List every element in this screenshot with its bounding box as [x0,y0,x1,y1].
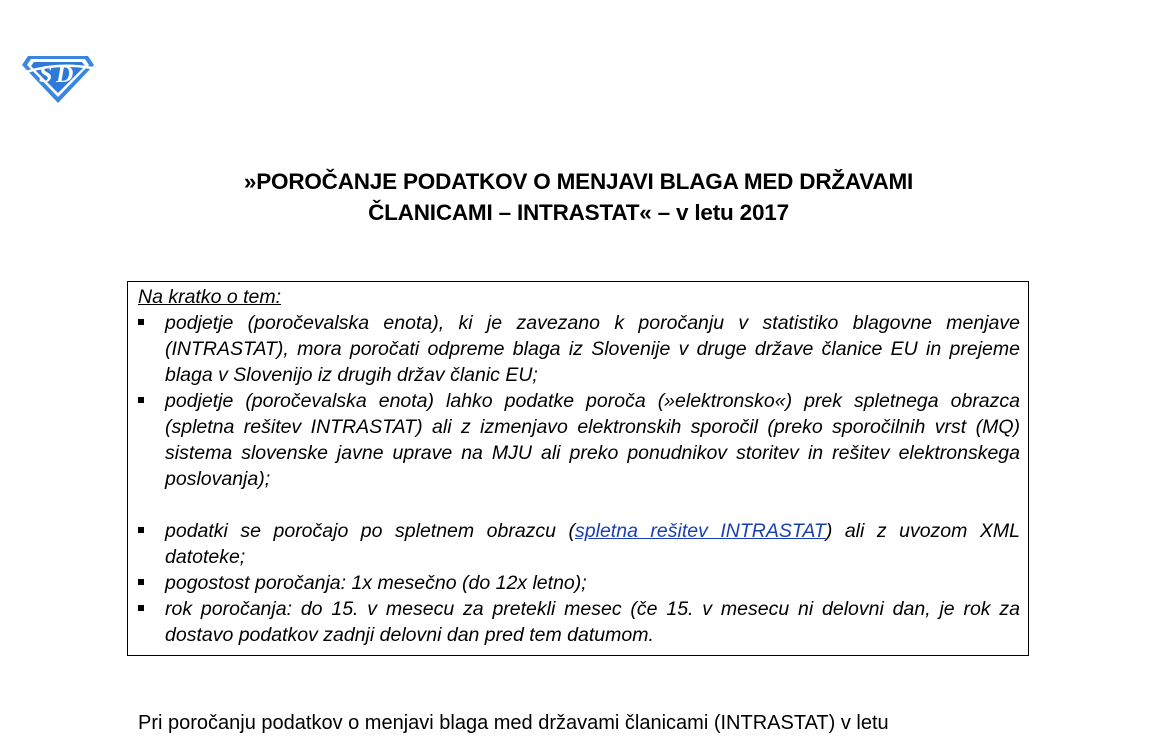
summary-item-text: rok poročanja: do 15. v mesecu za pretekli mesec (če 15. v mesecu ni delovni dan, je rok za dostavo podatkov zadnji delovni dan pred tem datumom. [165,598,1020,646]
summary-box [127,281,1029,656]
summary-list [138,310,1020,648]
intrastat-web-solution-link[interactable]: spletna rešitev INTRASTAT [575,520,826,542]
square-bullet-icon [138,397,144,403]
summary-item-reporting-obligation [138,310,1020,388]
summary-item-text: podjetje (poročevalska enota) lahko podatke poroča (»elektronsko«) prek spletnega obrazca (spletna rešitev INTRASTAT) ali z izmenjavo elektronskih sporočil (preko sporočilnih vrst (MQ) sistema slovenske javne uprave na MJU ali preko ponudnikov storitev in rešitev elektronskega poslovanja); [165,390,1020,490]
svg-text:S: S [39,62,53,88]
summary-item-text-after: ) ali z uvozom XML datoteke; [165,520,1020,568]
square-bullet-icon [138,579,144,585]
document-title [0,166,1157,228]
summary-item-text-before: podatki se poročajo po spletnem obrazcu ( [165,520,576,542]
summary-heading: Na kratko o tem: [138,286,282,308]
summary-item-electronic-reporting [138,388,1020,492]
square-bullet-icon [138,605,144,611]
summary-item-frequency [138,570,1020,596]
summary-item-text: pogostost poročanja: 1x mesečno (do 12x letno); [165,572,587,594]
summary-item-text: podjetje (poročevalska enota), ki je zavezano k poročanju v statistiko blagovne menjave (INTRASTAT), mora poročati odpreme blaga iz Slovenije v druge države članice EU in prejeme blaga v Slovenijo iz drugih držav članic EU; [165,312,1020,386]
summary-item-web-form [138,518,1020,570]
title-line-1: »POROČANJE PODATKOV O MENJAVI BLAGA MED DRŽAVAMI [243,169,914,194]
square-bullet-icon [138,527,144,533]
square-bullet-icon [138,319,144,325]
sd-logo-icon [20,48,96,104]
title-line-2: ČLANICAMI – INTRASTAT« – v letu 2017 [368,200,789,225]
svg-text:D: D [56,62,74,88]
summary-item-deadline [138,596,1020,648]
body-paragraph: Pri poročanju podatkov o menjavi blaga med državami članicami (INTRASTAT) v letu [138,712,889,734]
